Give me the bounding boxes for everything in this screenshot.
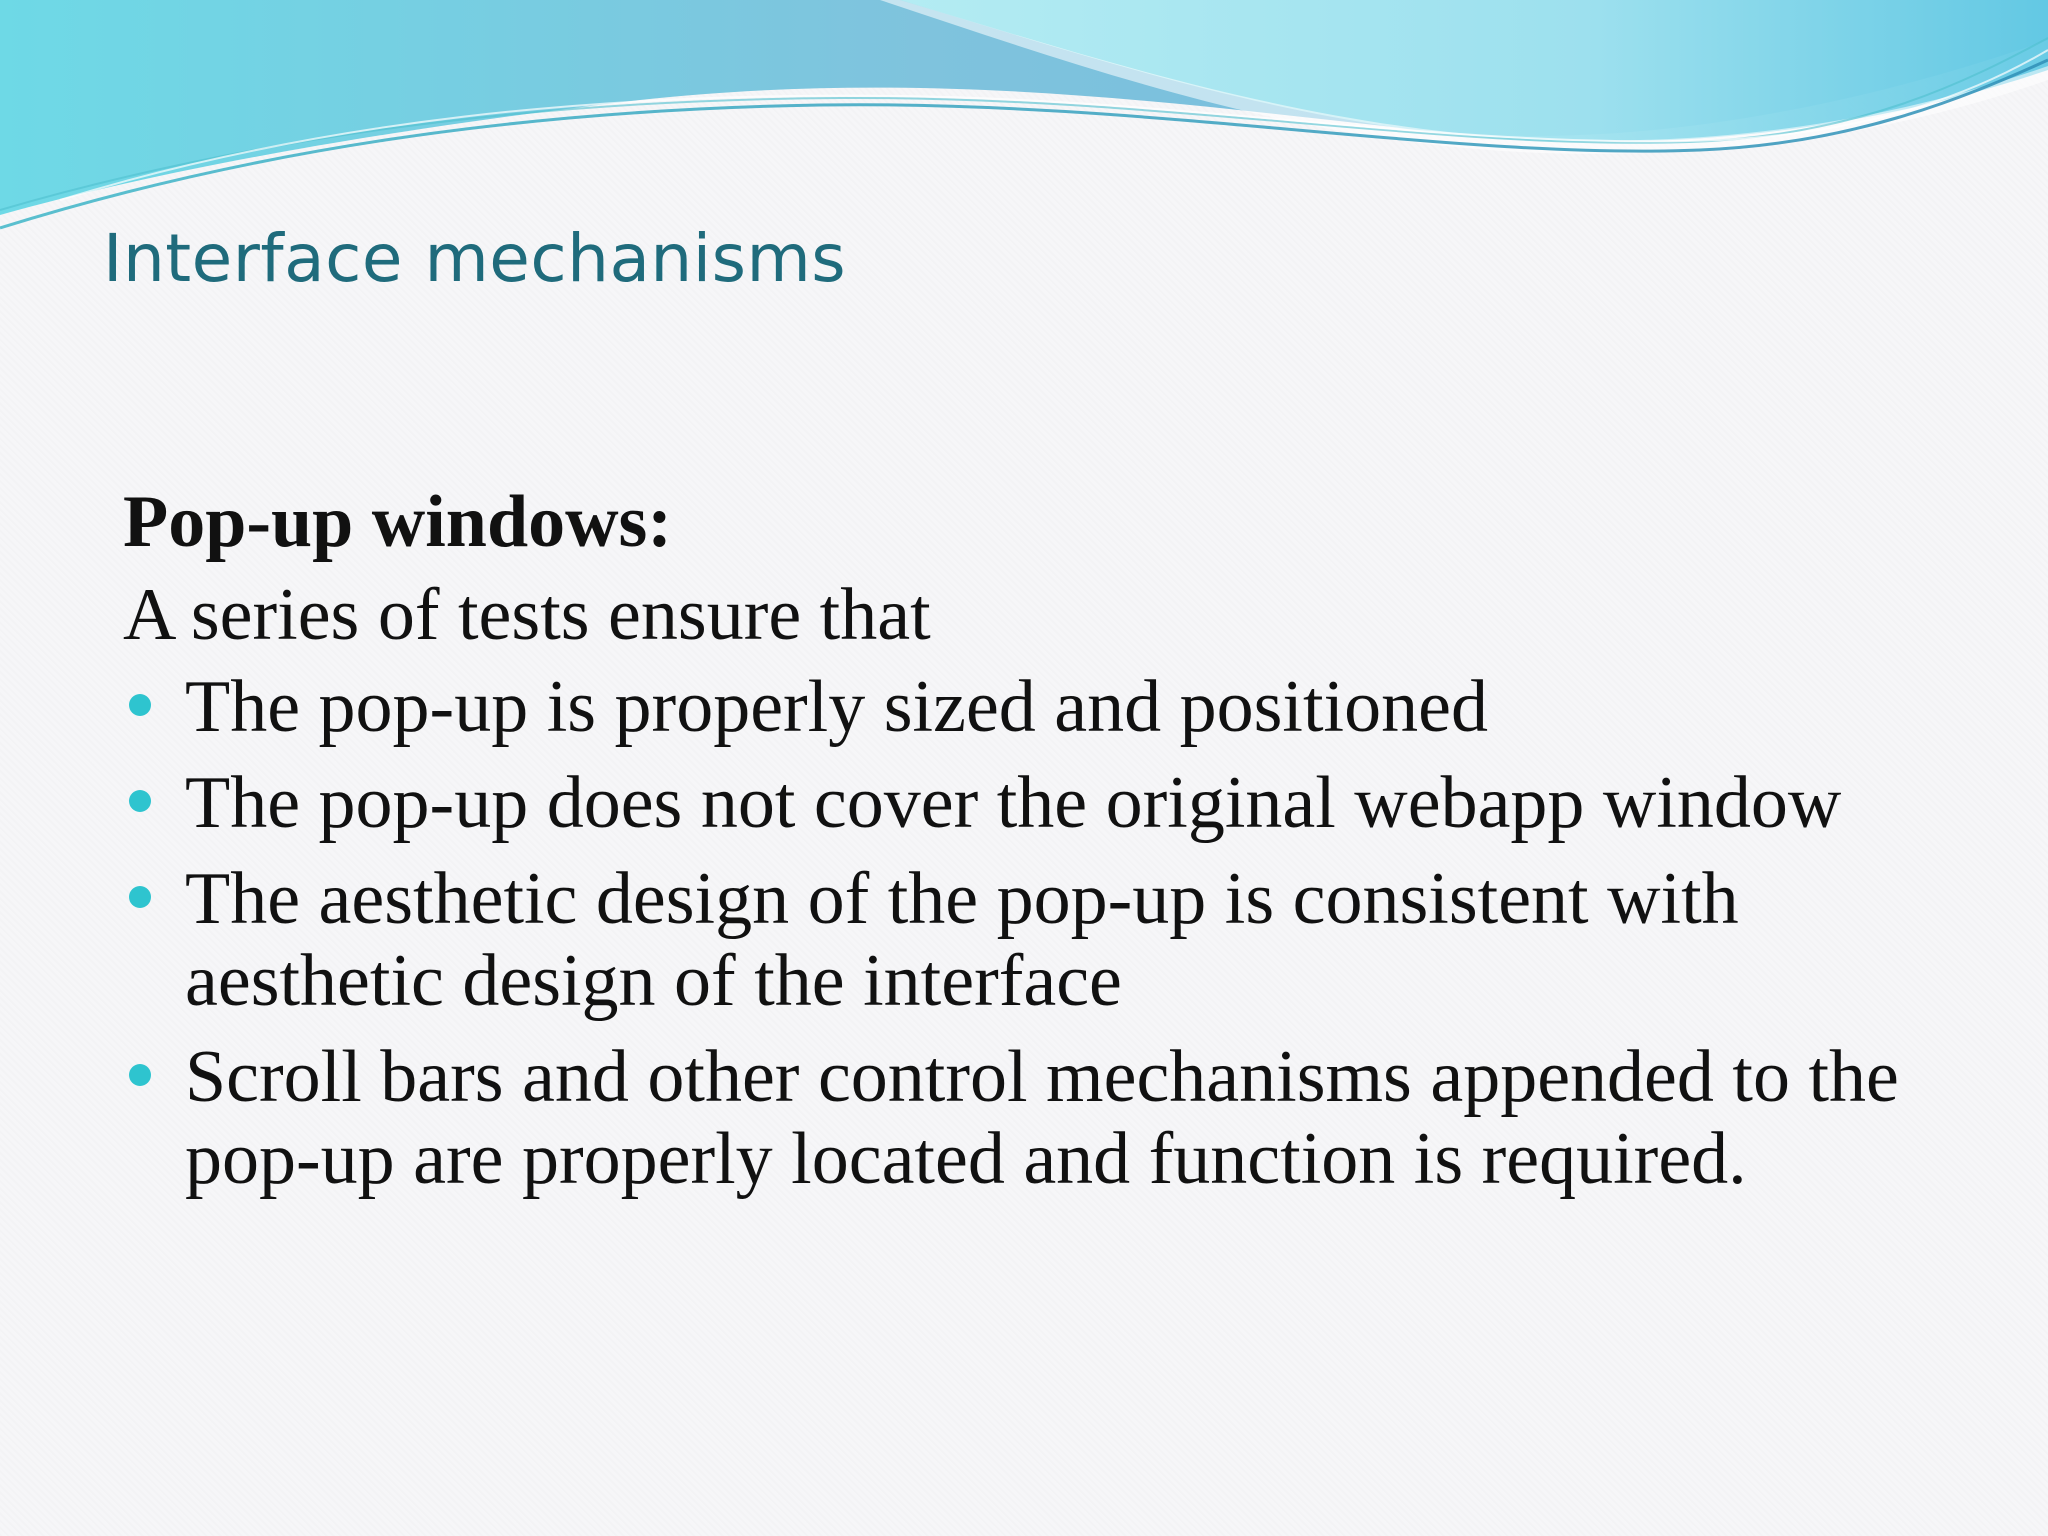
bullet-item (123, 1036, 2003, 1200)
bullet-list (123, 666, 2003, 1200)
slide-body (123, 478, 2003, 1200)
bullet-text: The pop-up does not cover the original webapp window (185, 762, 1842, 844)
slide-title: Interface mechanisms (103, 220, 847, 297)
intro-text: A series of tests ensure that (123, 574, 931, 656)
bullet-dot-icon (129, 790, 151, 812)
wave-header-decoration (0, 0, 2048, 240)
bullet-dot-icon (129, 694, 151, 716)
bullet-text: Scroll bars and other control mechanisms appended to the pop-up are properly located and function is required. (185, 1036, 1899, 1200)
bullet-item (123, 666, 2003, 748)
bullet-dot-icon (129, 886, 151, 908)
bullet-dot-icon (129, 1064, 151, 1086)
bullet-text: The aesthetic design of the pop-up is consistent with aesthetic design of the interface (185, 858, 1739, 1022)
bullet-text: The pop-up is properly sized and positioned (185, 666, 1488, 748)
bullet-item (123, 858, 2003, 1022)
bullet-item (123, 762, 2003, 844)
section-subheading: Pop-up windows: (123, 481, 673, 563)
